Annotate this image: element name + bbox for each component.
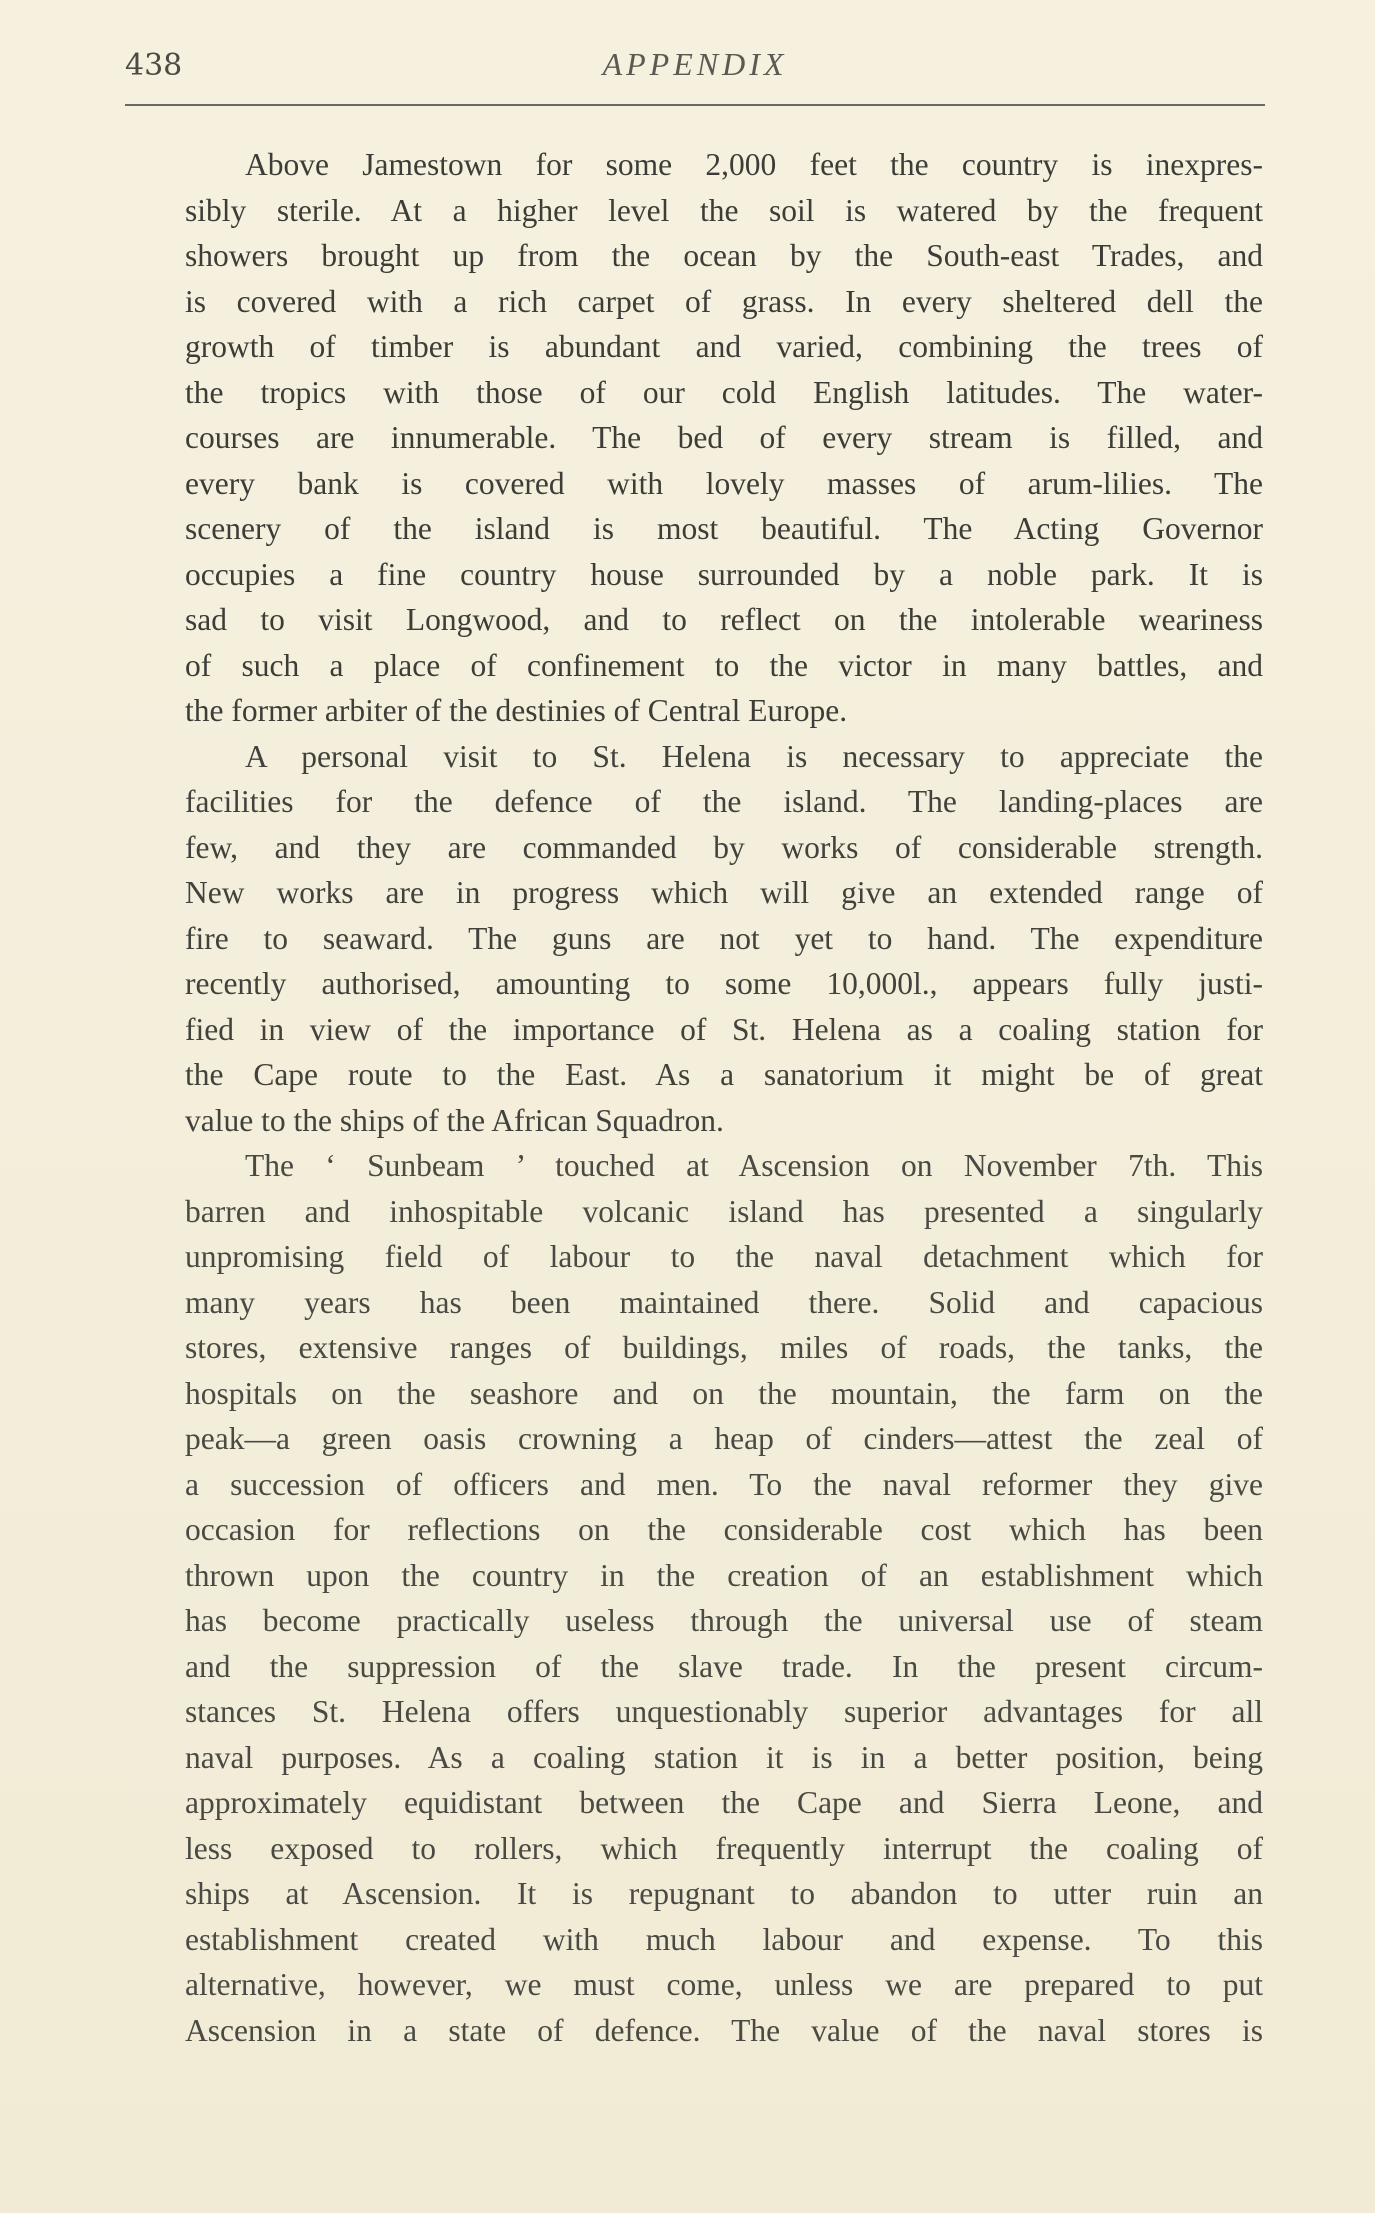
- text-line: value to the ships of the African Squadron.: [185, 1102, 724, 1138]
- paragraph-2: [125, 734, 1263, 1144]
- text-line: of such a place of confinement to the victor in many battles, and: [185, 647, 1263, 683]
- text-line: occasion for reflections on the considerable cost which has been: [185, 1512, 1263, 1547]
- text-line: a succession of officers and men. To the naval reformer they give: [185, 1466, 1263, 1502]
- text-line: is covered with a rich carpet of grass. In every sheltered dell the: [185, 283, 1263, 319]
- text-line: the tropics with those of our cold English latitudes. The water-: [185, 374, 1263, 410]
- text-line: occupies a fine country house surrounded by a noble park. It is: [185, 556, 1263, 592]
- text-line: A personal visit to St. Helena is necessary to appreciate the: [245, 738, 1263, 774]
- paragraph-1: [125, 142, 1263, 734]
- text-line: stores, extensive ranges of buildings, miles of roads, the tanks, the: [185, 1330, 1263, 1365]
- text-line: Ascension in a state of defence. The value of the naval stores is: [185, 2012, 1263, 2048]
- text-line: ships at Ascension. It is repugnant to abandon to utter ruin an: [185, 1876, 1263, 1911]
- text-line: few, and they are commanded by works of considerable strength.: [185, 829, 1263, 865]
- text-line: recently authorised, amounting to some 10,000l., appears fully justi-: [185, 966, 1263, 1001]
- text-line: showers brought up from the ocean by the South-east Trades, and: [185, 238, 1263, 273]
- text-line: establishment created with much labour and expense. To this: [185, 1921, 1263, 1957]
- text-line: fied in view of the importance of St. Helena as a coaling station for: [185, 1011, 1263, 1047]
- text-line: barren and inhospitable volcanic island has presented a singularly: [185, 1193, 1263, 1229]
- text-line: growth of timber is abundant and varied, combining the trees of: [185, 329, 1263, 364]
- text-line: has become practically useless through the universal use of steam: [185, 1603, 1263, 1638]
- text-line: sibly sterile. At a higher level the soil is watered by the frequent: [185, 192, 1263, 228]
- text-line: Above Jamestown for some 2,000 feet the country is inexpres-: [245, 147, 1263, 182]
- text-line: and the suppression of the slave trade. In the present circum-: [185, 1648, 1263, 1684]
- text-line: hospitals on the seashore and on the mountain, the farm on the: [185, 1375, 1263, 1411]
- text-line: fire to seaward. The guns are not yet to hand. The expenditure: [185, 920, 1263, 956]
- text-line: every bank is covered with lovely masses of arum-lilies. The: [185, 465, 1263, 501]
- text-line: The ‘ Sunbeam ’ touched at Ascension on November 7th. This: [245, 1148, 1263, 1183]
- text-line: the former arbiter of the destinies of Central Europe.: [185, 693, 848, 728]
- paragraph-3: [125, 1143, 1263, 2053]
- text-line: scenery of the island is most beautiful. The Acting Governor: [185, 511, 1263, 546]
- text-line: thrown upon the country in the creation of an establishment which: [185, 1557, 1263, 1593]
- text-line: sad to visit Longwood, and to reflect on the intolerable weariness: [185, 602, 1263, 637]
- text-line: facilities for the defence of the island. The landing-places are: [185, 784, 1263, 819]
- body-text: [125, 142, 1263, 2053]
- text-line: New works are in progress which will give an extended range of: [185, 875, 1263, 910]
- page-number: 438: [125, 48, 183, 83]
- text-line: approximately equidistant between the Cape and Sierra Leone, and: [185, 1785, 1263, 1820]
- header-rule: [125, 104, 1265, 106]
- text-line: the Cape route to the East. As a sanatorium it might be of great: [185, 1057, 1263, 1092]
- text-line: unpromising field of labour to the naval detachment which for: [185, 1239, 1263, 1274]
- text-line: alternative, however, we must come, unless we are prepared to put: [185, 1967, 1263, 2002]
- text-line: stances St. Helena offers unquestionably superior advantages for all: [185, 1694, 1263, 1729]
- text-line: many years has been maintained there. Solid and capacious: [185, 1284, 1263, 1320]
- text-line: less exposed to rollers, which frequently interrupt the coaling of: [185, 1830, 1263, 1866]
- text-line: naval purposes. As a coaling station it is in a better position, being: [185, 1739, 1263, 1775]
- text-line: peak—a green oasis crowning a heap of cinders—attest the zeal of: [185, 1421, 1263, 1456]
- text-line: courses are innumerable. The bed of every stream is filled, and: [185, 420, 1263, 455]
- page-header: [125, 40, 1265, 100]
- running-title: APPENDIX: [602, 46, 788, 82]
